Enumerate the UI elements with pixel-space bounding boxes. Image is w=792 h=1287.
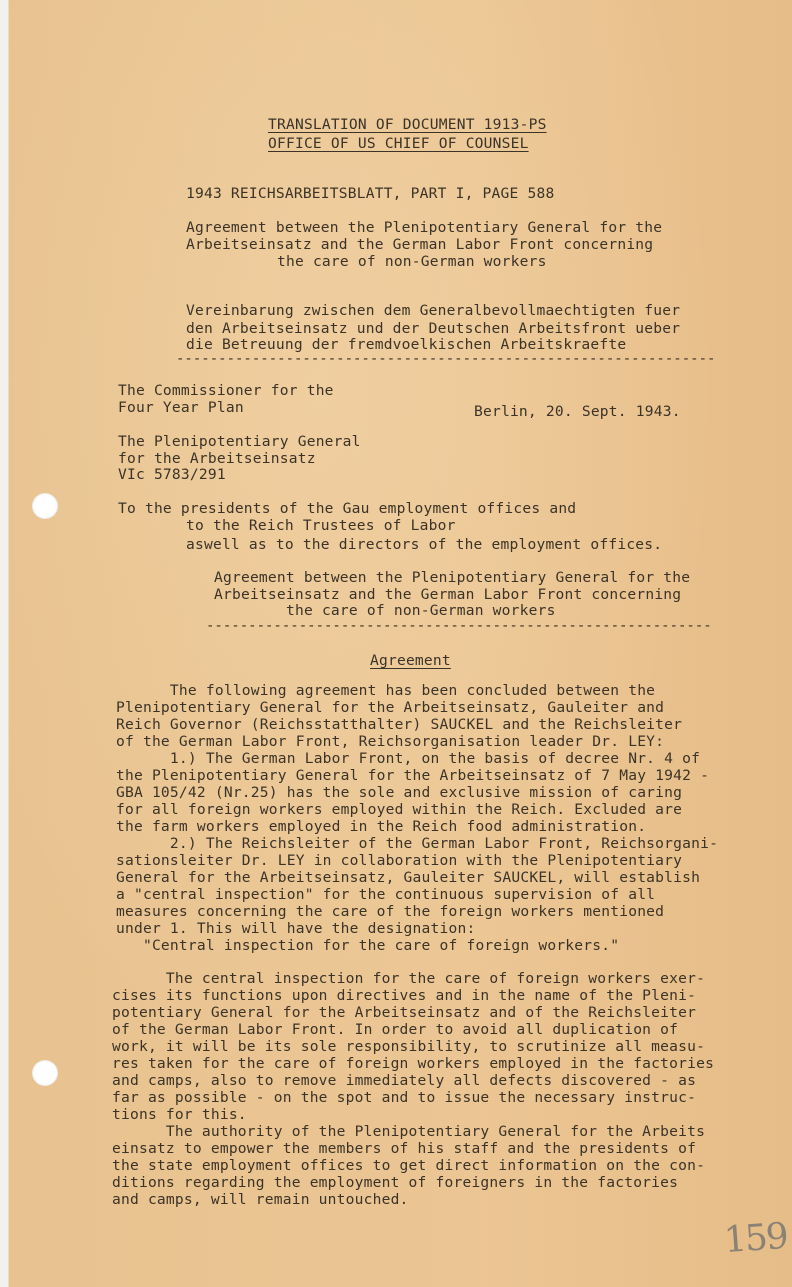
punch-hole bbox=[32, 1060, 58, 1086]
body-line: the Plenipotentiary General for the Arbeitseinsatz of 7 May 1942 - bbox=[116, 767, 710, 784]
addressee-line: aswell as to the directors of the employment offices. bbox=[186, 536, 663, 553]
separator: ------------------------------------------------------------ bbox=[206, 619, 712, 633]
sender-line: Four Year Plan bbox=[118, 399, 244, 416]
body-line: of the German Labor Front. In order to avoid all duplication of bbox=[112, 1021, 679, 1038]
sender2-line: for the Arbeitseinsatz bbox=[118, 450, 316, 467]
body-line: for all foreign workers employed within the Reich. Excluded are bbox=[116, 801, 683, 818]
body-line: einsatz to empower the members of his staff and the presidents of bbox=[112, 1140, 697, 1157]
body-line: "Central inspection for the care of foreign workers." bbox=[116, 937, 620, 954]
body-line: the state employment offices to get direct information on the con- bbox=[112, 1157, 706, 1174]
subject-line: Arbeitseinsatz and the German Labor Front concerning bbox=[214, 586, 682, 603]
body-line: cises its functions upon directives and in the name of the Pleni- bbox=[112, 987, 697, 1004]
body-line: Reich Governor (Reichsstatthalter) SAUCKEL and the Reichsleiter bbox=[116, 716, 683, 733]
body-line: measures concerning the care of the foreign workers mentioned bbox=[116, 903, 665, 920]
reference-number: VIc 5783/291 bbox=[118, 466, 226, 483]
citation: 1943 REICHSARBEITSBLATT, PART I, PAGE 588 bbox=[186, 185, 555, 202]
header-office: OFFICE OF US CHIEF OF COUNSEL bbox=[268, 135, 529, 152]
place-date: Berlin, 20. Sept. 1943. bbox=[474, 403, 681, 420]
title-de-line: Vereinbarung zwischen dem Generalbevollmaechtigten fuer bbox=[186, 302, 681, 319]
header-translation: TRANSLATION OF DOCUMENT 1913-PS bbox=[268, 116, 547, 133]
body-line: The following agreement has been concluded between the bbox=[116, 682, 656, 699]
addressee-line: to the Reich Trustees of Labor bbox=[186, 517, 456, 534]
handwritten-page-number: 159 bbox=[722, 1215, 789, 1262]
body-line: under 1. This will have the designation: bbox=[116, 920, 476, 937]
title-de-line: die Betreuung der fremdvoelkischen Arbeitskraefte bbox=[186, 336, 627, 353]
addressee-line: To the presidents of the Gau employment offices and bbox=[118, 500, 577, 517]
body-line: 1.) The German Labor Front, on the basis of decree Nr. 4 of bbox=[116, 750, 701, 767]
sender2-line: The Plenipotentiary General bbox=[118, 433, 361, 450]
body-line: The authority of the Plenipotentiary General for the Arbeits bbox=[112, 1123, 706, 1140]
body-line: work, it will be its sole responsibility, to scrutinize all measu- bbox=[112, 1038, 706, 1055]
body-line: of the German Labor Front, Reichsorganisation leader Dr. LEY: bbox=[116, 733, 665, 750]
subject-line: the care of non-German workers bbox=[286, 602, 556, 619]
punch-hole bbox=[32, 493, 58, 519]
title-en-line: the care of non-German workers bbox=[277, 253, 547, 270]
agreement-heading: Agreement bbox=[370, 652, 451, 669]
body-line: General for the Arbeitseinsatz, Gauleiter SAUCKEL, will establish bbox=[116, 869, 701, 886]
body-line: The central inspection for the care of foreign workers exer- bbox=[112, 970, 706, 987]
body-line: the farm workers employed in the Reich food administration. bbox=[116, 818, 647, 835]
body-line: GBA 105/42 (Nr.25) has the sole and exclusive mission of caring bbox=[116, 784, 683, 801]
title-en-line: Arbeitseinsatz and the German Labor Front concerning bbox=[186, 236, 654, 253]
body-line: and camps, will remain untouched. bbox=[112, 1191, 409, 1208]
sender-line: The Commissioner for the bbox=[118, 382, 334, 399]
body-line: potentiary General for the Arbeitseinsatz and of the Reichsleiter bbox=[112, 1004, 697, 1021]
body-line: 2.) The Reichsleiter of the German Labor Front, Reichsorgani- bbox=[116, 835, 719, 852]
separator: ---------------------------------------------------------------- bbox=[176, 352, 716, 366]
body-line: tions for this. bbox=[112, 1106, 247, 1123]
body-line: res taken for the care of foreign workers employed in the factories bbox=[112, 1055, 715, 1072]
body-line: a "central inspection" for the continuous supervision of all bbox=[116, 886, 656, 903]
title-en-line: Agreement between the Plenipotentiary General for the bbox=[186, 219, 663, 236]
body-line: Plenipotentiary General for the Arbeitseinsatz, Gauleiter and bbox=[116, 699, 665, 716]
title-de-line: den Arbeitseinsatz und der Deutschen Arbeitsfront ueber bbox=[186, 320, 681, 337]
body-line: and camps, also to remove immediately all defects discovered - as bbox=[112, 1072, 697, 1089]
subject-line: Agreement between the Plenipotentiary General for the bbox=[214, 569, 691, 586]
body-line: sationsleiter Dr. LEY in collaboration with the Plenipotentiary bbox=[116, 852, 683, 869]
body-line: ditions regarding the employment of foreigners in the factories bbox=[112, 1174, 679, 1191]
body-line: far as possible - on the spot and to issue the necessary instruc- bbox=[112, 1089, 697, 1106]
